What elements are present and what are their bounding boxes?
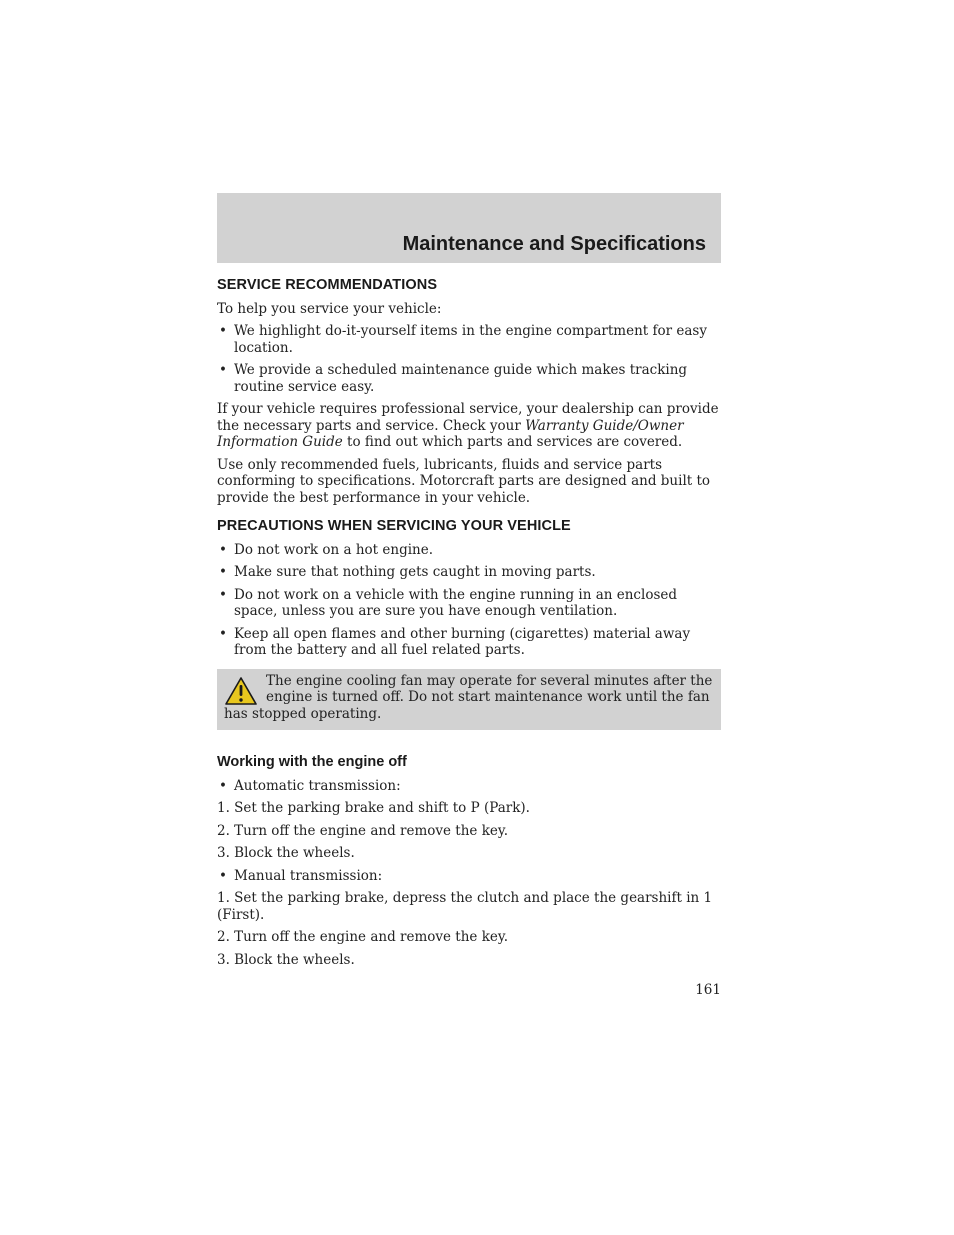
list-item: 3. Block the wheels. xyxy=(217,951,355,968)
warning-triangle-icon xyxy=(224,676,258,706)
professional-service-paragraph: If your vehicle requires professional service, your dealership can provide the necessary parts and service. Check your Warranty Guide/Owner Information Guide to find out which parts and services are covered. xyxy=(217,401,719,450)
list-item: • We provide a scheduled maintenance guide which makes tracking routine service easy. xyxy=(217,362,721,395)
manual-transmission-label: • Manual transmission: xyxy=(217,868,721,885)
warning-box xyxy=(217,669,721,731)
service-intro: To help you service your vehicle: xyxy=(217,300,442,317)
precautions-heading: PRECAUTIONS WHEN SERVICING YOUR VEHICLE xyxy=(217,518,571,534)
engine-off-heading: Working with the engine off xyxy=(217,754,407,770)
service-bullet-list xyxy=(217,323,721,395)
recommended-parts-paragraph: Use only recommended fuels, lubricants, fluids and service parts conforming to specifications. Motorcraft parts are designed and built to provide the best performance in your vehicle. xyxy=(217,456,711,506)
service-recommendations-heading: SERVICE RECOMMENDATIONS xyxy=(217,277,438,293)
warranty-guide-title: Warranty Guide/Owner Information Guide xyxy=(217,417,684,450)
list-item: • Do not work on a hot engine. xyxy=(217,542,721,559)
section-title: Maintenance and Specifications xyxy=(402,233,706,255)
section-header-band xyxy=(217,193,721,263)
list-item: • Make sure that nothing gets caught in moving parts. xyxy=(217,564,721,581)
list-item: 3. Block the wheels. xyxy=(217,845,355,861)
precautions-bullet-list xyxy=(217,542,721,659)
page-number: 161 xyxy=(695,982,721,998)
page-content xyxy=(217,277,721,974)
list-item: 1. Set the parking brake and shift to P (Park). xyxy=(217,800,530,816)
list-item: 2. Turn off the engine and remove the key. xyxy=(217,822,508,839)
list-item: • We highlight do-it-yourself items in the engine compartment for easy location. xyxy=(217,323,721,356)
list-item: • Do not work on a vehicle with the engine running in an enclosed space, unless you are sure you have enough ventilation. xyxy=(217,587,721,620)
list-item: 1. Set the parking brake, depress the clutch and place the gearshift in 1 (First). xyxy=(217,890,713,923)
warning-text: The engine cooling fan may operate for several minutes after the engine is turned off. Do not start maintenance work until the fan has stopped operating. xyxy=(224,672,713,722)
automatic-transmission-list xyxy=(217,778,721,795)
list-item: 2. Turn off the engine and remove the key. xyxy=(217,929,508,945)
list-item: • Keep all open flames and other burning (cigarettes) material away from the battery and all fuel related parts. xyxy=(217,626,721,659)
manual-transmission-list xyxy=(217,868,721,885)
automatic-transmission-label: • Automatic transmission: xyxy=(217,778,721,795)
